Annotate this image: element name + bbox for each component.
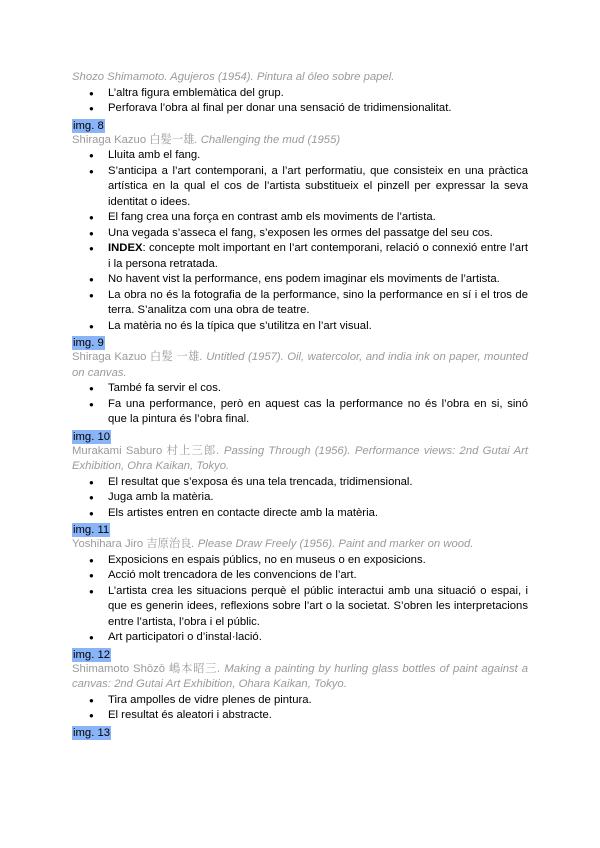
bullet-item: ● Fa una performance, però en aquest cas la performance no és l’obra en si, sinó que la pintura és l’obra final. <box>72 397 528 428</box>
artwork-caption <box>72 662 528 693</box>
bullet-list <box>72 148 528 334</box>
artwork-section <box>72 70 528 133</box>
artwork-caption <box>72 133 528 149</box>
artwork-section <box>72 350 528 444</box>
bullet-item: ● Tira ampolles de vidre plenes de pintura. <box>72 693 528 709</box>
bullet-list <box>72 553 528 646</box>
artwork-section <box>72 662 528 740</box>
bullet-item: ● Perforava l’obra al final per donar una sensació de tridimensionalitat. <box>72 101 528 117</box>
bullet-list <box>72 381 528 428</box>
image-label-row <box>72 646 528 662</box>
image-label-row <box>72 521 528 537</box>
image-label: img. 9 <box>73 337 104 349</box>
bullet-item: ● Acció molt trencadora de les convencions de l’art. <box>72 568 528 584</box>
image-label: img. 8 <box>73 119 104 132</box>
image-label: img. 13 <box>73 726 111 739</box>
bullet-item: ● Juga amb la matèria. <box>72 490 528 506</box>
bullet-item: ● Els artistes entren en contacte directe amb la matèria. <box>72 506 528 522</box>
bullet-item: ● El resultat que s’exposa és una tela trencada, tridimensional. <box>72 475 528 491</box>
bullet-item: ● S’anticipa a l’art contemporani, a l’art performatiu, que consisteix en una pràctica artística en la qual el cos de l’artista substitueix el pinzell per expressar la seva identitat o idees. <box>72 164 528 211</box>
bullet-item: ● També fa servir el cos. <box>72 381 528 397</box>
artwork-title: . Passing Through (1956). Performance views: 2nd Gutai Art Exhibition, Ohra Kaikan, Tokyo. <box>72 444 529 472</box>
artwork-section <box>72 444 528 538</box>
image-label-row <box>72 724 528 740</box>
bullet-item: ● L’artista crea les situacions perquè el públic interactui amb una situació o espai, i que es generin idees, reflexions sobre l’art o la societat. S’obren les interpretacions entre l’artista, l’obra i el públic. <box>72 584 528 631</box>
bullet-list <box>72 475 528 522</box>
bullet-item: ● L’altra figura emblemàtica del grup. <box>72 86 528 102</box>
artwork-title: Shozo Shimamoto. Agujeros (1954). Pintura al óleo sobre papel. <box>72 71 395 83</box>
image-label-row <box>72 334 528 350</box>
artist-name: Shimamoto Shōzō 嶋本昭三 <box>72 662 218 675</box>
bullet-list <box>72 86 528 117</box>
artist-name: Yoshihara Jiro 吉原治良 <box>72 538 192 550</box>
image-label: img. 10 <box>73 430 111 443</box>
bullet-text: : concepte molt important en l’art contemporani, relació o connexió entre l’art i la persona retratada. <box>108 242 528 270</box>
bullet-item: ● Exposicions en espais públics, no en museus o en exposicions. <box>72 553 528 569</box>
document-content <box>72 70 528 740</box>
artwork-title: . Please Draw Freely (1956). Paint and marker on wood. <box>191 538 474 550</box>
artwork-caption <box>72 444 528 475</box>
image-label-row <box>72 117 528 133</box>
bullet-item: ● No havent vist la performance, ens podem imaginar els moviments de l’artista. <box>72 272 528 288</box>
artist-name: Shiraga Kazuo 白髪一雄 <box>72 133 195 146</box>
artwork-title: . Challenging the mud (1955) <box>194 133 341 146</box>
artwork-title: . Making a painting by hurling glass bottles of paint against a canvas: 2nd Gutai Art Exhibition, Ohara Kaikan, Tokyo. <box>72 662 528 690</box>
artwork-section <box>72 133 528 351</box>
artwork-section <box>72 537 528 662</box>
bullet-item: ● La obra no és la fotografia de la performance, sino la performance en sí i el tros de terra. S’analitza com una obra de teatre. <box>72 288 528 319</box>
bullet-item: ● La matèria no és la típica que s’utilitza en l’art visual. <box>72 319 528 335</box>
artwork-title: . Untitled (1957). Oil, watercolor, and india ink on paper, mounted on canvas. <box>72 351 528 379</box>
bullet-item <box>72 241 528 272</box>
bullet-item: ● Art participatori o d’instal·lació. <box>72 630 528 646</box>
artwork-caption <box>72 537 528 553</box>
bullet-item: ● El fang crea una força en contrast amb els moviments de l’artista. <box>72 210 528 226</box>
bold-term: INDEX <box>108 242 143 254</box>
artist-name: Shiraga Kazuo 白髪 一雄 <box>72 351 200 363</box>
bullet-item: ● Lluita amb el fang. <box>72 148 528 164</box>
artist-name: Murakami Saburo 村上三郎 <box>72 444 217 457</box>
bullet-item: ● El resultat és aleatori i abstracte. <box>72 708 528 724</box>
image-label-row <box>72 428 528 444</box>
artwork-caption <box>72 70 528 86</box>
artwork-caption <box>72 350 528 381</box>
image-label: img. 11 <box>73 524 110 536</box>
bullet-item: ● Una vegada s’asseca el fang, s’exposen les ormes del passatge del seu cos. <box>72 226 528 242</box>
bullet-list <box>72 693 528 724</box>
image-label: img. 12 <box>73 648 111 661</box>
